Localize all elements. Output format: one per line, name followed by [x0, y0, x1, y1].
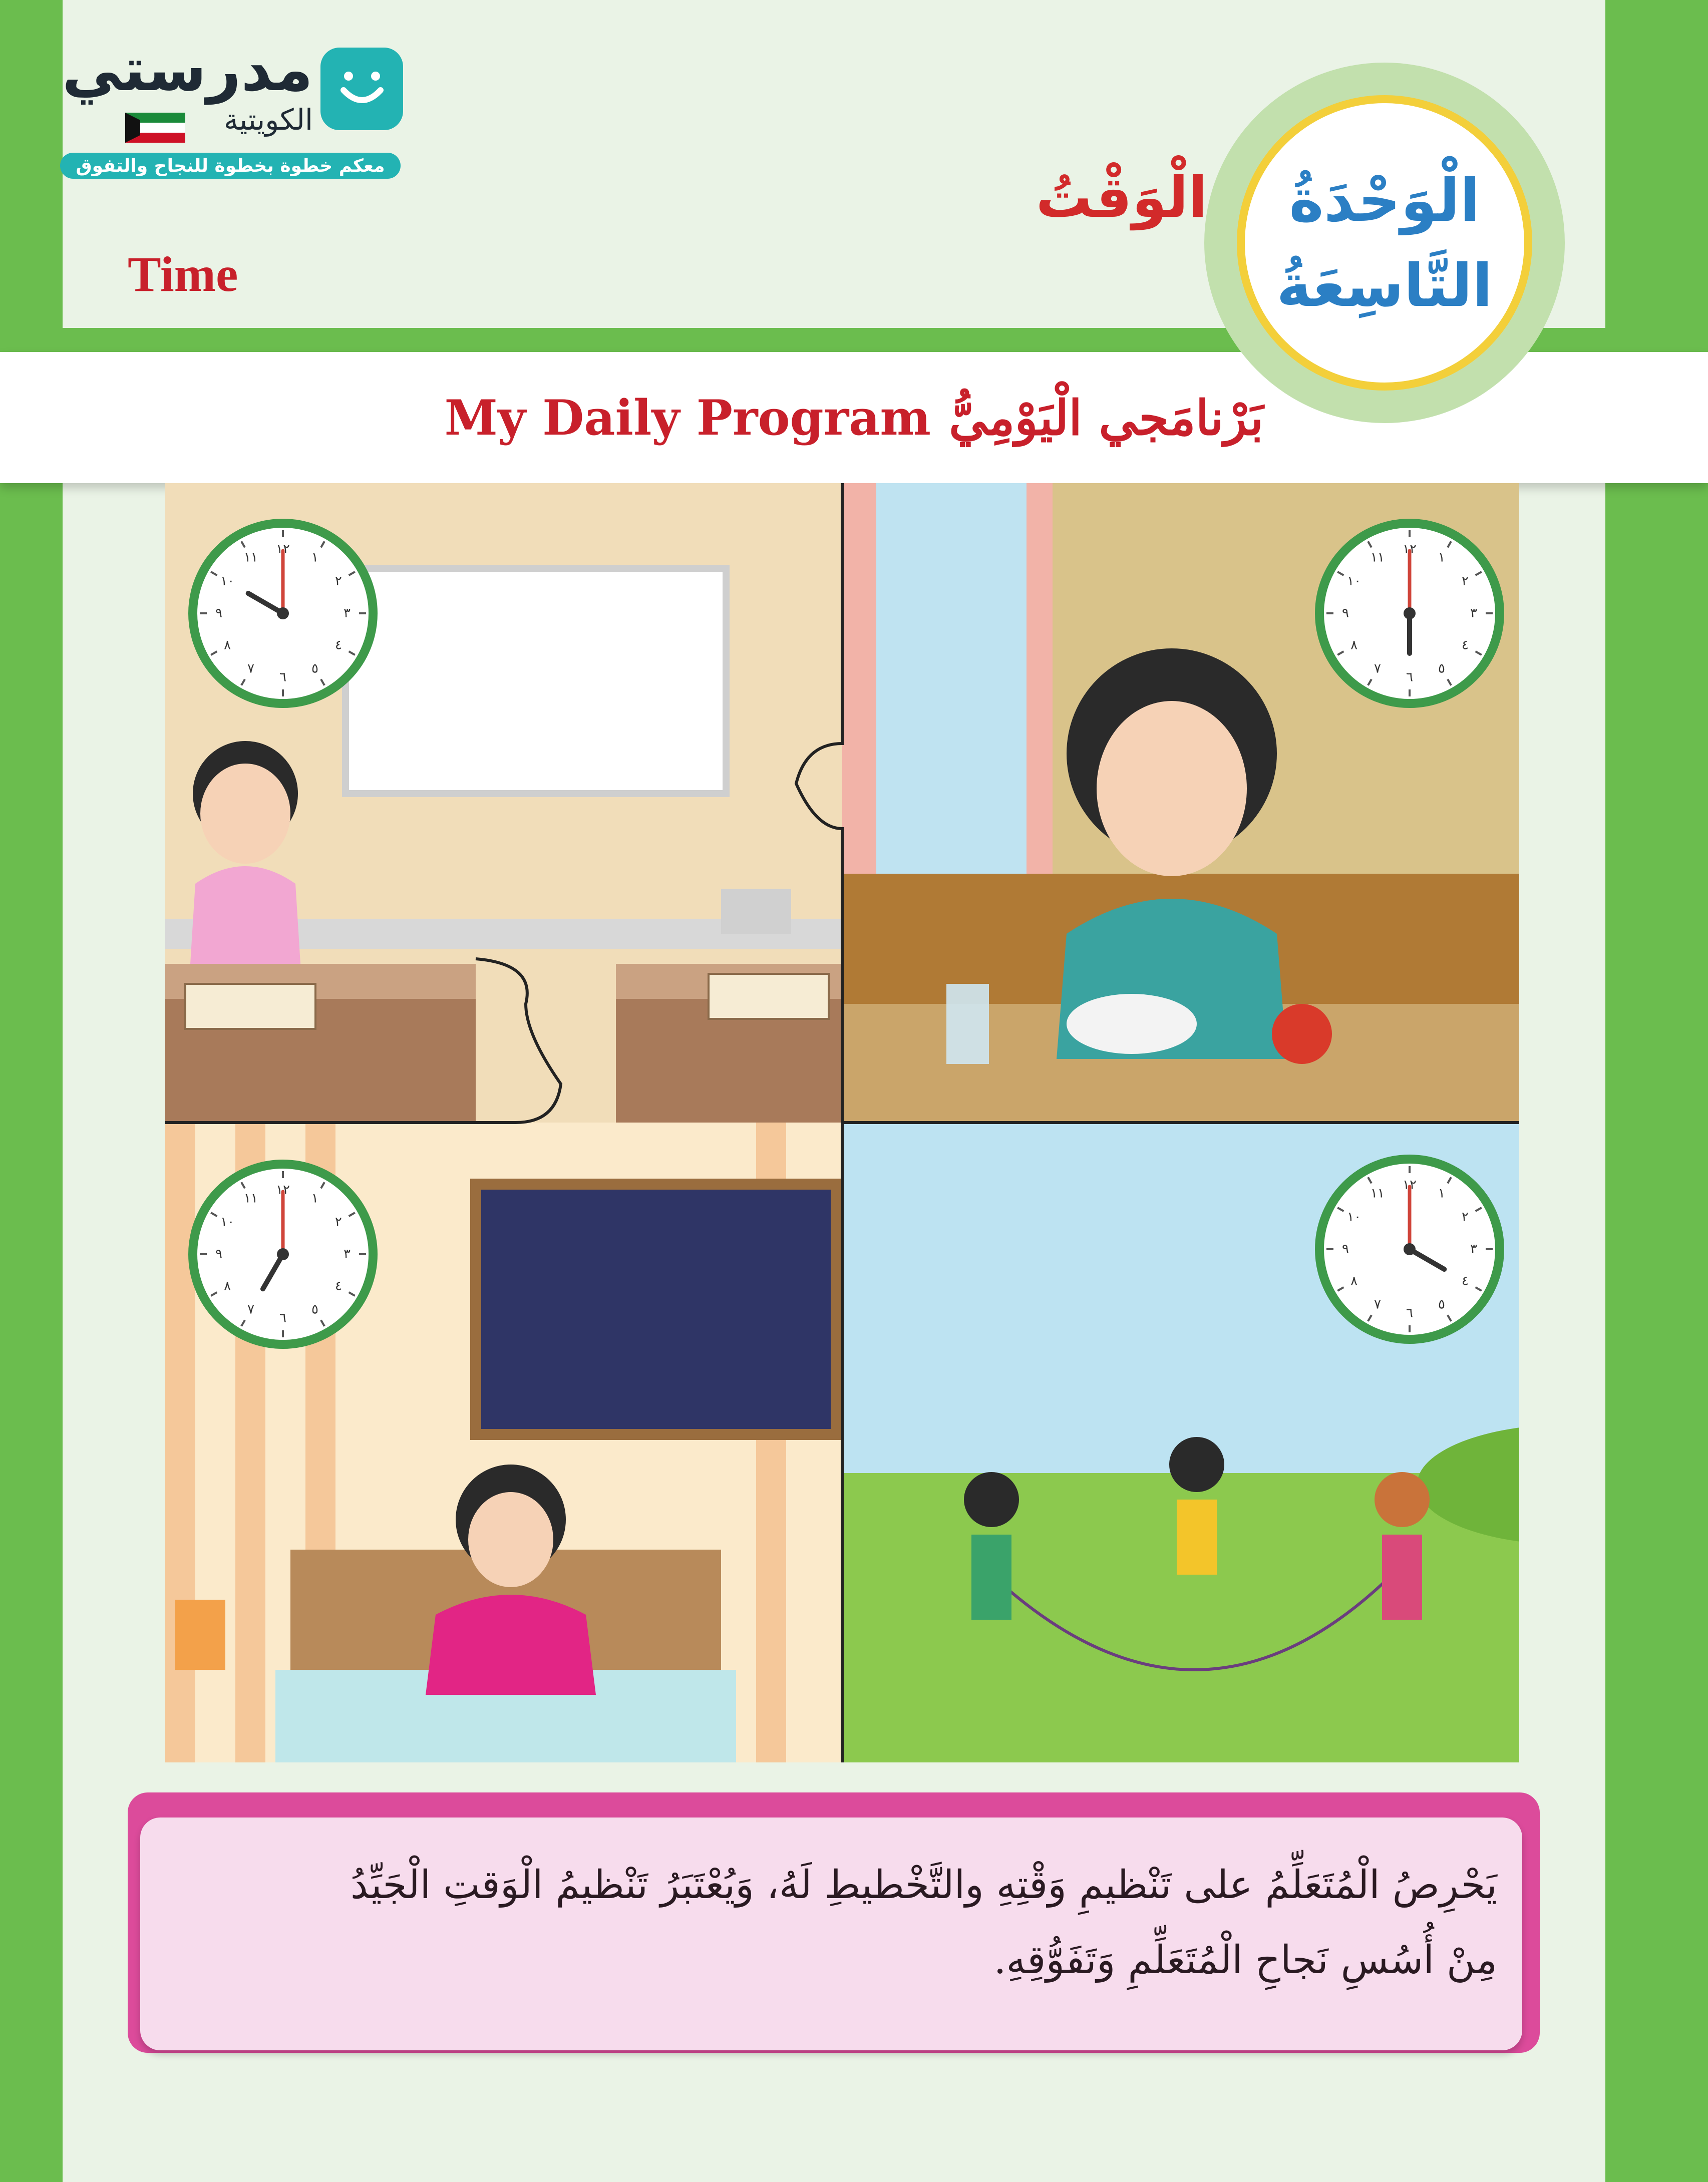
- unit-title-arabic: الْوَقْتُ: [1036, 165, 1208, 230]
- clock-numeral: ٩: [1342, 1241, 1349, 1257]
- logo-subtitle: الكويتية: [223, 103, 313, 137]
- clock-numeral: ٩: [215, 605, 222, 621]
- clock-breakfast: [1319, 523, 1500, 703]
- unit-number-line2: التَّاسِعَةُ: [1276, 251, 1493, 320]
- clock-numeral: ٥: [311, 661, 318, 676]
- clock-numeral: ٦: [1406, 669, 1413, 685]
- clock-numeral: ١: [1438, 550, 1445, 565]
- clock-numeral: ٢: [334, 1214, 342, 1230]
- clock-numeral: ٤: [1461, 1273, 1469, 1289]
- clock-numeral: ٧: [1374, 1297, 1381, 1312]
- daily-program-puzzle: [165, 483, 1519, 1762]
- clock-numeral: ٨: [224, 1278, 231, 1294]
- clock-numeral: ١: [311, 1191, 318, 1206]
- clock-numeral: ١١: [1371, 1186, 1385, 1201]
- smile-icon: [334, 70, 390, 110]
- clock-numeral: ٦: [279, 1310, 286, 1326]
- clock-numeral: ٣: [344, 605, 351, 621]
- clock-numeral: ١٢: [1403, 1177, 1417, 1193]
- kuwait-flag-icon: [125, 113, 185, 143]
- clock-numeral: ٧: [1374, 661, 1381, 676]
- clock-numeral: ٤: [334, 1278, 342, 1294]
- clock-numeral: ٤: [334, 637, 342, 653]
- lesson-title-english: My Daily Program: [444, 389, 931, 446]
- clock-numeral: ١: [1438, 1186, 1445, 1201]
- puzzle-illustration: [165, 483, 1519, 1762]
- note-text: يَحْرِصُ الْمُتَعَلِّمُ على تَنْظيمِ وَقْتِهِ والتَّخْطيطِ لَهُ، وَيُعْتَبَرُ تَنْظيمُ الْوَقتِ الْجَيِّدُ مِنْ أُسُسِ نَجاحِ الْمُتَعَلِّمِ وَتَفَوُّقِهِ.: [350, 1863, 1497, 1983]
- clock-numeral: ١٢: [276, 541, 290, 557]
- logo-name: مدرستي: [62, 35, 313, 105]
- madrasati-logo: [60, 35, 401, 180]
- clock-numeral: ٨: [1350, 637, 1358, 653]
- clock-numeral: ٥: [1438, 661, 1445, 676]
- clock-numeral: ٧: [247, 1302, 254, 1317]
- clock-numeral: ٥: [311, 1302, 318, 1317]
- clock-numeral: ٩: [1342, 605, 1349, 621]
- clock-classroom: [193, 523, 373, 703]
- clock-numeral: ٥: [1438, 1297, 1445, 1312]
- clock-numeral: ٣: [344, 1246, 351, 1262]
- logo-tagline: معكم خطوة بخطوة للنجاح والتفوق: [60, 153, 401, 179]
- clock-numeral: ٤: [1461, 637, 1469, 653]
- clock-numeral: ١٢: [1403, 541, 1417, 557]
- page-frame-left: [0, 0, 63, 2182]
- clock-numeral: ٢: [334, 573, 342, 589]
- clock-wake-up: [193, 1164, 373, 1344]
- clock-numeral: ٦: [279, 669, 286, 685]
- unit-badge-text: [1237, 95, 1532, 391]
- clock-numeral: ١١: [244, 550, 258, 565]
- clock-numeral: ٩: [215, 1246, 222, 1262]
- clock-numeral: ١: [311, 550, 318, 565]
- clock-numeral: ٣: [1470, 1241, 1477, 1257]
- clock-numeral: ٧: [247, 661, 254, 676]
- clock-numeral: ٣: [1470, 605, 1477, 621]
- clock-numeral: ٢: [1461, 1209, 1469, 1225]
- clock-numeral: ١١: [244, 1191, 258, 1206]
- clock-numeral: ٨: [224, 637, 231, 653]
- clock-numeral: ٢: [1461, 573, 1469, 589]
- clock-numeral: ١١: [1371, 550, 1385, 565]
- clock-numeral: ٦: [1406, 1305, 1413, 1321]
- lesson-title-arabic: بَرْنامَجي الْيَوْمِيُّ: [948, 389, 1264, 446]
- page-frame-right: [1605, 0, 1708, 2182]
- clock-numeral: ٨: [1350, 1273, 1358, 1289]
- clock-numeral: ١٢: [276, 1182, 290, 1198]
- clock-playground: [1319, 1159, 1500, 1339]
- unit-title-english: Time: [128, 246, 238, 302]
- clock-numeral: ١٠: [220, 573, 235, 589]
- unit-number-line1: الْوَحْدَةُ: [1289, 166, 1480, 235]
- clock-numeral: ١٠: [1347, 1209, 1361, 1225]
- clock-numeral: ١٠: [220, 1214, 235, 1230]
- clock-numeral: ١٠: [1347, 573, 1361, 589]
